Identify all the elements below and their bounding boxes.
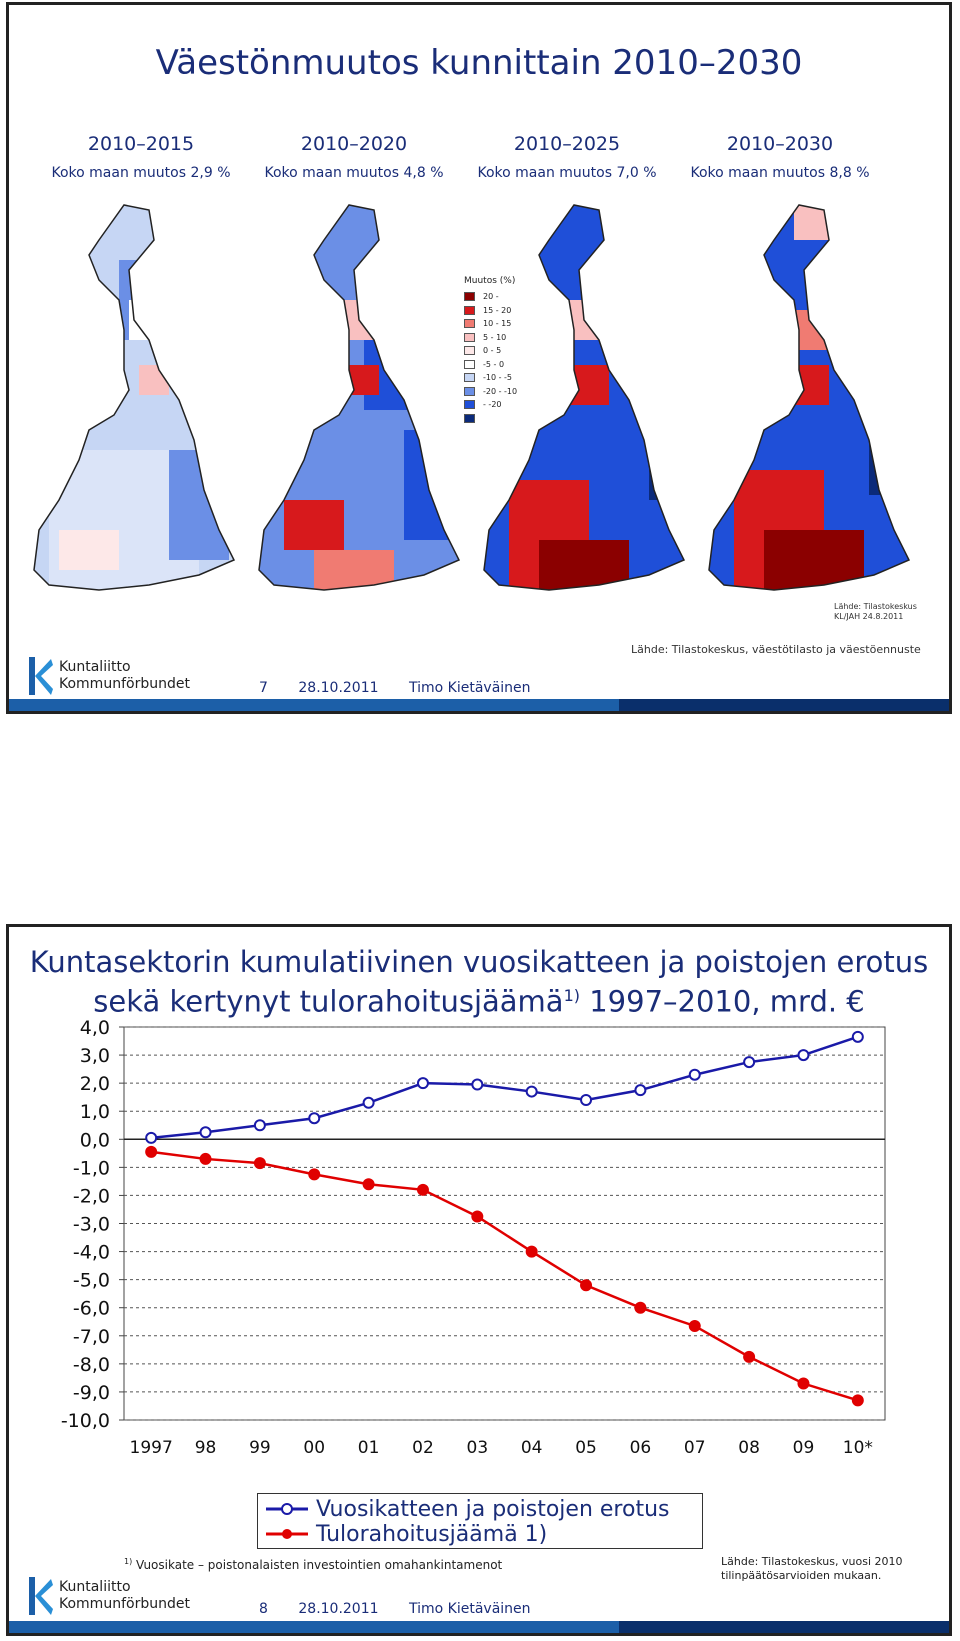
y-tick-label: 2,0 bbox=[79, 1073, 110, 1096]
data-point bbox=[690, 1070, 700, 1080]
kuntaliitto-logo-icon bbox=[29, 1577, 53, 1615]
legend-label: -5 - 0 bbox=[483, 359, 505, 369]
y-tick-label: 4,0 bbox=[79, 1017, 110, 1039]
page-number: 8 bbox=[259, 1601, 268, 1617]
data-point bbox=[255, 1120, 265, 1130]
title-line1: Kuntasektorin kumulatiivinen vuosikatteen ja poistojen erotus bbox=[29, 945, 929, 979]
source-text: Lähde: Tilastokeskus, väestötilasto ja väestöennuste bbox=[631, 643, 921, 656]
legend-row bbox=[464, 358, 544, 372]
x-tick-label: 05 bbox=[575, 1438, 597, 1458]
footer-author: Timo Kietäväinen bbox=[409, 680, 531, 696]
period-change: Koko maan muutos 4,8 % bbox=[264, 165, 444, 181]
line-chart bbox=[9, 1015, 955, 1485]
data-point bbox=[309, 1169, 319, 1179]
x-tick-label: 10* bbox=[842, 1438, 873, 1458]
data-point bbox=[744, 1352, 754, 1362]
period-change: Koko maan muutos 7,0 % bbox=[477, 165, 657, 181]
x-tick-label: 00 bbox=[303, 1438, 326, 1458]
legend-row bbox=[464, 304, 544, 318]
map-source bbox=[834, 602, 917, 622]
x-tick-label: 06 bbox=[629, 1438, 652, 1458]
data-point bbox=[146, 1147, 156, 1157]
legend-row bbox=[464, 344, 544, 358]
data-point bbox=[853, 1395, 863, 1405]
x-tick-label: 1997 bbox=[129, 1438, 173, 1458]
legend-swatch bbox=[464, 306, 475, 315]
y-tick-label: -7,0 bbox=[72, 1325, 110, 1348]
title-line2: sekä kertynyt tulorahoitusjäämä$^{1)}$ 1997–2010, mrd. € bbox=[93, 984, 865, 1019]
data-point bbox=[255, 1158, 265, 1168]
legend-title: Muutos (%) bbox=[464, 276, 516, 286]
data-point bbox=[418, 1185, 428, 1195]
x-tick-label: 99 bbox=[249, 1438, 271, 1458]
data-point bbox=[201, 1154, 211, 1164]
map-legend bbox=[464, 276, 544, 425]
kuntaliitto-logo-icon bbox=[29, 657, 53, 695]
map-source-line: Lähde: Tilastokeskus bbox=[834, 602, 917, 611]
logo-line2: Kommunförbundet bbox=[59, 1596, 190, 1612]
footer-date: 28.10.2011 bbox=[298, 1601, 379, 1617]
slide-population-change bbox=[6, 2, 952, 714]
y-tick-label: -3,0 bbox=[72, 1213, 110, 1236]
legend-item-erotus: Vuosikatteen ja poistojen erotus bbox=[266, 1497, 669, 1521]
page-number: 7 bbox=[259, 680, 268, 696]
legend-label: 15 - 20 bbox=[483, 305, 512, 315]
data-point bbox=[527, 1087, 537, 1097]
slide-title bbox=[9, 945, 949, 1019]
finland-map-2020 bbox=[254, 200, 469, 610]
footer bbox=[259, 680, 557, 696]
legend-label: -20 - -10 bbox=[483, 386, 518, 396]
y-tick-label: -5,0 bbox=[72, 1269, 110, 1292]
y-tick-label: -2,0 bbox=[72, 1185, 110, 1208]
finland-map-2030 bbox=[704, 200, 919, 610]
legend-swatch bbox=[464, 414, 475, 423]
data-point bbox=[364, 1179, 374, 1189]
x-tick-label: 03 bbox=[466, 1438, 489, 1458]
footer-author: Timo Kietäväinen bbox=[409, 1601, 531, 1617]
data-point bbox=[364, 1098, 374, 1108]
legend-row bbox=[464, 317, 544, 331]
legend-item-tulorahoitusjaama: Tulorahoitusjäämä 1) bbox=[266, 1522, 547, 1546]
legend-swatch bbox=[464, 292, 475, 301]
y-tick-label: 1,0 bbox=[79, 1101, 110, 1124]
period-change: Koko maan muutos 2,9 % bbox=[51, 165, 231, 181]
legend-label: -10 - -5 bbox=[483, 373, 513, 383]
period-label: 2010–2025 bbox=[513, 133, 621, 155]
period-change: Koko maan muutos 8,8 % bbox=[690, 165, 870, 181]
y-tick-label: -8,0 bbox=[72, 1353, 110, 1376]
logo-line1: Kuntaliitto bbox=[59, 659, 131, 675]
legend-row bbox=[464, 331, 544, 345]
data-point bbox=[472, 1080, 482, 1090]
legend-swatch bbox=[464, 319, 475, 328]
data-point bbox=[853, 1032, 863, 1042]
x-tick-label: 04 bbox=[520, 1438, 543, 1458]
chart-legend bbox=[257, 1493, 703, 1549]
period-2015 bbox=[36, 133, 246, 181]
slide-finance-chart bbox=[6, 924, 952, 1636]
x-tick-label: 02 bbox=[412, 1438, 434, 1458]
x-tick-label: 01 bbox=[357, 1438, 380, 1458]
legend-row bbox=[464, 412, 544, 426]
data-point bbox=[744, 1057, 754, 1067]
bottom-bar bbox=[9, 1621, 949, 1633]
logo bbox=[29, 657, 199, 697]
logo bbox=[29, 1577, 199, 1617]
x-tick-label: 08 bbox=[738, 1438, 760, 1458]
legend-label: 20 - bbox=[483, 292, 499, 302]
data-point bbox=[798, 1050, 808, 1060]
finland-map-2015 bbox=[29, 200, 244, 610]
data-point bbox=[201, 1127, 211, 1137]
data-point bbox=[581, 1095, 591, 1105]
legend-row bbox=[464, 398, 544, 412]
legend-label: 0 - 5 bbox=[483, 346, 502, 356]
bottom-bar bbox=[9, 699, 949, 711]
period-label: 2010–2015 bbox=[87, 133, 195, 155]
footer-date: 28.10.2011 bbox=[298, 680, 379, 696]
period-label: 2010–2030 bbox=[726, 133, 834, 155]
data-point bbox=[309, 1113, 319, 1123]
x-tick-label: 07 bbox=[683, 1438, 706, 1458]
data-point bbox=[472, 1211, 482, 1221]
y-tick-label: -6,0 bbox=[72, 1297, 110, 1320]
x-tick-label: 98 bbox=[194, 1438, 217, 1458]
y-tick-label: 0,0 bbox=[79, 1129, 110, 1152]
y-tick-label: -9,0 bbox=[72, 1381, 110, 1404]
period-2030 bbox=[675, 133, 885, 181]
y-tick-label: -1,0 bbox=[72, 1157, 110, 1180]
data-point bbox=[581, 1280, 591, 1290]
data-point bbox=[146, 1133, 156, 1143]
footnote: $^{1)}$ Vuosikate – poistonalaisten investointien omahankintamenot bbox=[124, 1557, 503, 1572]
legend-swatch bbox=[464, 333, 475, 342]
legend-swatch bbox=[464, 346, 475, 355]
legend-swatch bbox=[464, 373, 475, 382]
footer bbox=[259, 1601, 557, 1617]
legend-row bbox=[464, 385, 544, 399]
data-point bbox=[635, 1303, 645, 1313]
slide-title: Väestönmuutos kunnittain 2010–2030 bbox=[155, 43, 803, 83]
legend-label: - -20 bbox=[483, 400, 502, 410]
legend-row bbox=[464, 290, 544, 304]
period-2025 bbox=[462, 133, 672, 181]
legend-swatch bbox=[464, 387, 475, 396]
y-tick-label: 3,0 bbox=[79, 1045, 110, 1068]
legend-row bbox=[464, 371, 544, 385]
period-2020 bbox=[249, 133, 459, 181]
legend-swatch bbox=[464, 360, 475, 369]
period-label: 2010–2020 bbox=[300, 133, 408, 155]
y-tick-label: -4,0 bbox=[72, 1241, 110, 1264]
y-tick-label: -10,0 bbox=[60, 1410, 110, 1432]
legend-swatch bbox=[464, 400, 475, 409]
data-point bbox=[690, 1321, 700, 1331]
legend-label: 10 - 15 bbox=[483, 319, 512, 329]
data-point bbox=[418, 1078, 428, 1088]
logo-line2: Kommunförbundet bbox=[59, 676, 190, 692]
chart-source: Lähde: Tilastokeskus, vuosi 2010 tilinpäätösarvioiden mukaan. bbox=[721, 1555, 903, 1582]
x-tick-label: 09 bbox=[792, 1438, 815, 1458]
data-point bbox=[527, 1247, 537, 1257]
map-source-line: KL/JAH 24.8.2011 bbox=[834, 612, 904, 621]
data-point bbox=[635, 1085, 645, 1095]
legend-label: 5 - 10 bbox=[483, 332, 507, 342]
logo-line1: Kuntaliitto bbox=[59, 1579, 131, 1595]
data-point bbox=[798, 1379, 808, 1389]
